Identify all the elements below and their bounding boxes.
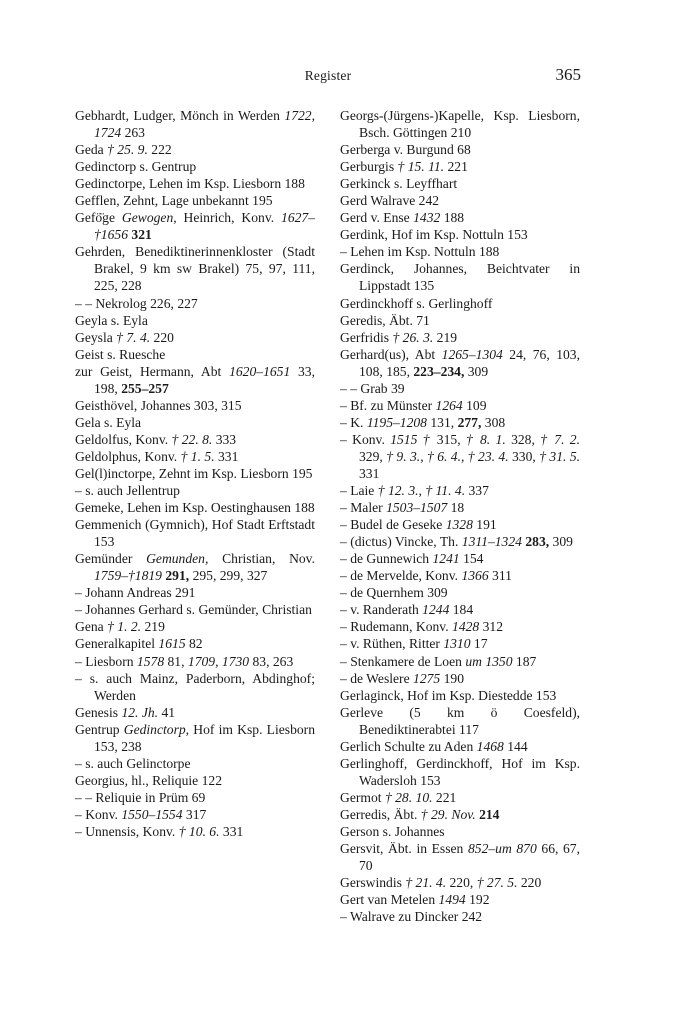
index-entry: Geysla † 7. 4. 220: [75, 329, 174, 345]
index-entry: Gemeke, Lehen im Ksp. Oestinghausen 188: [75, 500, 315, 516]
index-entry: – v. Randerath 1244 184: [340, 602, 474, 618]
index-entry: Geyla s. Eyla: [75, 312, 148, 328]
index-entry: – Maler 1503–1507 18: [340, 500, 465, 516]
index-entry: – Johannes Gerhard s. Gemünder, Christian: [75, 602, 312, 618]
index-entry: Gela s. Eyla: [75, 414, 142, 430]
index-entry: Gerkinck s. Leyffhart: [340, 176, 458, 192]
index-entry: Generalkapitel 1615 82: [75, 636, 203, 652]
index-entry: Gedinctorpe, Lehen im Ksp. Liesborn 188: [75, 176, 305, 192]
index-entry: – Liesborn 1578 81, 1709, 1730 83, 263: [75, 653, 294, 669]
index-entry: Gerson s. Johannes: [340, 823, 445, 839]
index-entry: Gerdinck, Johannes, Beichtvater in Lippstadt 135: [340, 261, 580, 294]
index-column-right: [340, 107, 580, 925]
index-entry: – de Mervelde, Konv. 1366 311: [340, 568, 512, 584]
index-entry: Geist s. Ruesche: [75, 346, 166, 362]
index-entry: zur Geist, Hermann, Abt 1620–1651 33, 198, 255–257: [75, 363, 315, 396]
index-entry: – s. auch Gelinctorpe: [75, 755, 191, 771]
index-entry: – – Grab 39: [340, 380, 405, 396]
index-entry: – de Quernhem 309: [340, 585, 448, 601]
index-entry: Gerlich Schulte zu Aden 1468 144: [340, 738, 528, 754]
index-entry: – de Gunnewich 1241 154: [340, 551, 484, 567]
index-entry: – Konv. 1515 † 315, † 8. 1. 328, † 7. 2. 329, † 9. 3., † 6. 4., † 23. 4. 330, † 31. 5. 331: [340, 431, 581, 481]
index-entry: – de Weslere 1275 190: [340, 670, 464, 686]
index-entry: Gerdinckhoff s. Gerlinghoff: [340, 295, 493, 311]
index-entry: Gentrup Gedinctorp, Hof im Ksp. Liesborn 153, 238: [75, 721, 315, 754]
index-entry: Gebhardt, Ludger, Mönch in Werden 1722, 1724 263: [75, 108, 315, 141]
index-entry: Geldolfus, Konv. † 22. 8. 333: [75, 431, 237, 447]
index-entry: Gerburgis † 15. 11. 221: [340, 159, 468, 175]
page-header: [75, 65, 581, 88]
index-entry: – Bf. zu Münster 1264 109: [340, 397, 487, 413]
index-entry: – Johann Andreas 291: [75, 585, 196, 601]
index-entry: Gerlaginck, Hof im Ksp. Diestedde 153: [340, 687, 557, 703]
index-entry: Gel(l)inctorpe, Zehnt im Ksp. Liesborn 195: [75, 465, 313, 481]
index-entry: Georgs-(Jürgens-)Kapelle, Ksp. Liesborn, Bsch. Göttingen 210: [340, 108, 580, 141]
index-entry: – – Nekrolog 226, 227: [75, 295, 198, 311]
index-entry: – s. auch Mainz, Paderborn, Abdinghof; Werden: [75, 670, 315, 703]
index-entry: Gerberga v. Burgund 68: [340, 142, 471, 158]
index-entry: Gerswindis † 21. 4. 220, † 27. 5. 220: [340, 875, 542, 891]
index-entry: Gehrden, Benediktinerinnenkloster (Stadt Brakel, 9 km sw Brakel) 75, 97, 111, 225, 228: [75, 244, 315, 294]
index-entry: – Unnensis, Konv. † 10. 6. 331: [75, 823, 244, 839]
index-column-left: [75, 107, 315, 840]
page-number: 365: [555, 65, 581, 84]
index-entry: – Walrave zu Dincker 242: [340, 909, 483, 925]
index-entry: Gert van Metelen 1494 192: [340, 892, 490, 908]
index-entry: Gefflen, Zehnt, Lage unbekannt 195: [75, 193, 273, 209]
index-entry: Gerd v. Ense 1432 188: [340, 210, 465, 226]
index-entry: – Stenkamere de Loen um 1350 187: [340, 653, 537, 669]
index-entry: – (dictus) Vincke, Th. 1311–1324 283, 309: [340, 534, 573, 550]
index-entry: Geisthövel, Johannes 303, 315: [75, 397, 242, 413]
index-entry: Gena † 1. 2. 219: [75, 619, 165, 635]
index-entry: – v. Rüthen, Ritter 1310 17: [340, 636, 488, 652]
index-entry: Genesis 12. Jh. 41: [75, 704, 176, 720]
index-entry: Gerd Walrave 242: [340, 193, 440, 209]
index-entry: – Laie † 12. 3., † 11. 4. 337: [340, 483, 489, 499]
index-entry: Gerdink, Hof im Ksp. Nottuln 153: [340, 227, 528, 243]
index-entry: Gerleve (5 km ö Coesfeld), Benediktinerabtei 117: [340, 704, 580, 737]
index-entry: – Lehen im Ksp. Nottuln 188: [340, 244, 500, 260]
index-entry: Gerfridis † 26. 3. 219: [340, 329, 458, 345]
index-entry: Gefö̈ge Gewogen, Heinrich, Konv. 1627–†1656 321: [75, 210, 316, 243]
index-entry: Geda † 25. 9. 222: [75, 142, 172, 158]
index-entry: Gerlinghoff, Gerdinckhoff, Hof im Ksp. Wadersloh 153: [340, 755, 580, 788]
index-entry: Germot † 28. 10. 221: [340, 789, 457, 805]
index-entry: Gersvit, Äbt. in Essen 852–um 870 66, 67, 70: [340, 841, 580, 874]
index-entry: – Rudemann, Konv. 1428 312: [340, 619, 503, 635]
index-entry: Georgius, hl., Reliquie 122: [75, 772, 223, 788]
index-entry: Gemmenich (Gymnich), Hof Stadt Erftstadt 153: [75, 517, 315, 550]
index-entry: Gedinctorp s. Gentrup: [75, 159, 197, 175]
running-title: Register: [304, 68, 352, 83]
index-entry: – Budel de Geseke 1328 191: [340, 517, 497, 533]
index-entry: Gerhard(us), Abt 1265–1304 24, 76, 103, 108, 185, 223–234, 309: [340, 346, 581, 379]
index-entry: Gerredis, Äbt. † 29. Nov. 214: [340, 806, 500, 822]
index-entry: – s. auch Jellentrup: [75, 483, 180, 499]
index-entry: – K. 1195–1208 131, 277, 308: [340, 414, 506, 430]
index-entry: Geldolphus, Konv. † 1. 5. 331: [75, 448, 239, 464]
index-entry: – Konv. 1550–1554 317: [75, 806, 207, 822]
index-entry: – – Reliquie in Prüm 69: [75, 789, 206, 805]
index-entry: Gemünder Gemunden, Christian, Nov. 1759–†1819 291, 295, 299, 327: [75, 551, 315, 584]
index-entry: Geredis, Äbt. 71: [340, 312, 430, 328]
